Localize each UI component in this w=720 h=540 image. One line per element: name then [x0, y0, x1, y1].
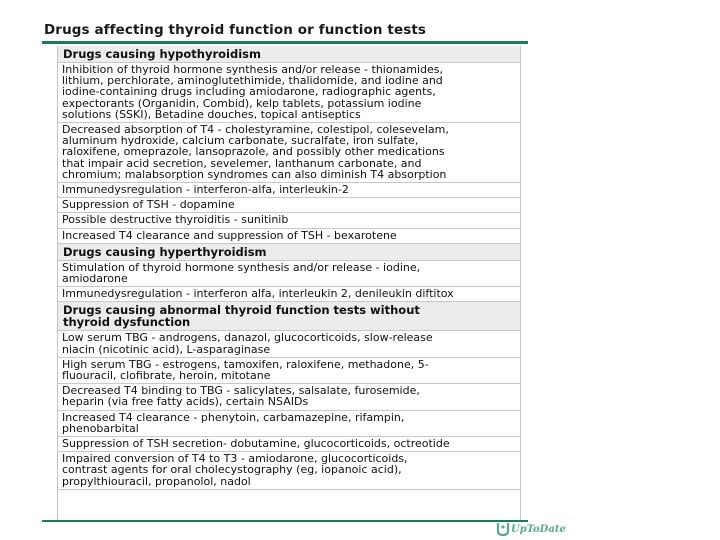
row-text-line: Suppression of TSH - dopamine — [62, 198, 235, 212]
row-text-line: contrast agents for oral cholecystography (eg, iopanoic acid), — [62, 463, 402, 477]
row-text-line: Decreased T4 binding to TBG - salicylates, salsalate, furosemide, — [62, 384, 420, 398]
table-row — [58, 261, 520, 287]
table-row — [58, 411, 520, 437]
section-header-line: thyroid dysfunction — [63, 315, 191, 330]
row-text-line: Immunedysregulation - interferon-alfa, interleukin-2 — [62, 183, 349, 197]
row-text-line: Decreased absorption of T4 - cholestyramine, colestipol, colesevelam, — [62, 123, 449, 137]
section-header-line: Drugs causing abnormal thyroid function tests without — [63, 303, 420, 318]
row-text-line: iodine-containing drugs including amiodarone, radiographic agents, — [62, 85, 436, 99]
row-text-line: niacin (nicotinic acid), L-asparaginase — [62, 342, 271, 356]
row-text-line: chromium; malabsorption syndromes can also diminish T4 absorption — [62, 167, 447, 181]
section-header — [58, 244, 520, 261]
section-header — [58, 302, 520, 331]
uptodate-logo-icon — [496, 521, 510, 537]
row-text-line: Low serum TBG - androgens, danazol, glucocorticoids, slow-release — [62, 331, 433, 345]
top-rule — [42, 41, 528, 44]
row-text-line: Suppression of TSH secretion- dobutamine, glucocorticoids, octreotide — [62, 437, 450, 451]
table-row — [58, 287, 520, 302]
row-text-line: expectorants (Organidin, Combid), kelp tablets, potassium iodine — [62, 96, 422, 110]
row-text-line: amiodarone — [62, 272, 128, 286]
row-text-line: Immunedysregulation - interferon alfa, interleukin 2, denileukin diftitox — [62, 287, 454, 301]
table-row — [58, 452, 520, 490]
document-title: Drugs affecting thyroid function or function tests — [44, 22, 427, 38]
row-text-line: fluouracil, clofibrate, heroin, mitotane — [62, 369, 271, 383]
row-text-line: aluminum hydroxide, calcium carbonate, sucralfate, iron sulfate, — [62, 134, 419, 148]
table-row — [58, 123, 520, 183]
row-text-line: solutions (SSKI), Betadine douches, topical antiseptics — [62, 107, 361, 121]
row-text-line: Increased T4 clearance - phenytoin, carbamazepine, rifampin, — [62, 410, 405, 424]
table-row — [58, 229, 520, 244]
section-header-line: Drugs causing hyperthyroidism — [63, 244, 267, 259]
uptodate-logo-text: UpToDate — [511, 523, 566, 535]
row-text-line: High serum TBG - estrogens, tamoxifen, raloxifene, methadone, 5- — [62, 357, 429, 371]
row-text-line: Stimulation of thyroid hormone synthesis and/or release - iodine, — [62, 260, 421, 274]
section-header — [58, 46, 520, 63]
row-text-line: Inhibition of thyroid hormone synthesis and/or release - thionamides, — [62, 63, 444, 76]
row-text-line: propylthiouracil, propanolol, nadol — [62, 474, 251, 488]
row-text-line: Impaired conversion of T4 to T3 - amiodarone, glucocorticoids, — [62, 452, 408, 466]
row-text-line: Increased T4 clearance and suppression of TSH - bexarotene — [62, 228, 397, 242]
row-text-line: raloxifene, omeprazole, lansoprazole, and possibly other medications — [62, 145, 445, 159]
table-row — [58, 183, 520, 198]
row-text-line: Possible destructive thyroiditis - sunitinib — [62, 213, 289, 227]
section-header-line: Drugs causing hypothyroidism — [63, 47, 261, 61]
table-row — [58, 213, 520, 228]
row-text-line: phenobarbital — [62, 421, 139, 435]
table-row — [58, 384, 520, 410]
table-row — [58, 63, 520, 123]
table-row — [58, 437, 520, 452]
table-row — [58, 198, 520, 213]
table-row — [58, 331, 520, 357]
row-text-line: lithium, perchlorate, aminoglutethimide, thalidomide, and iodine and — [62, 74, 443, 88]
bottom-rule — [42, 520, 528, 522]
drug-table — [57, 46, 521, 520]
uptodate-logo — [496, 521, 566, 537]
table-row — [58, 358, 520, 384]
row-text-line: heparin (via free fatty acids), certain NSAIDs — [62, 395, 309, 409]
row-text-line: that impair acid secretion, sevelemer, lanthanum carbonate, and — [62, 156, 422, 170]
